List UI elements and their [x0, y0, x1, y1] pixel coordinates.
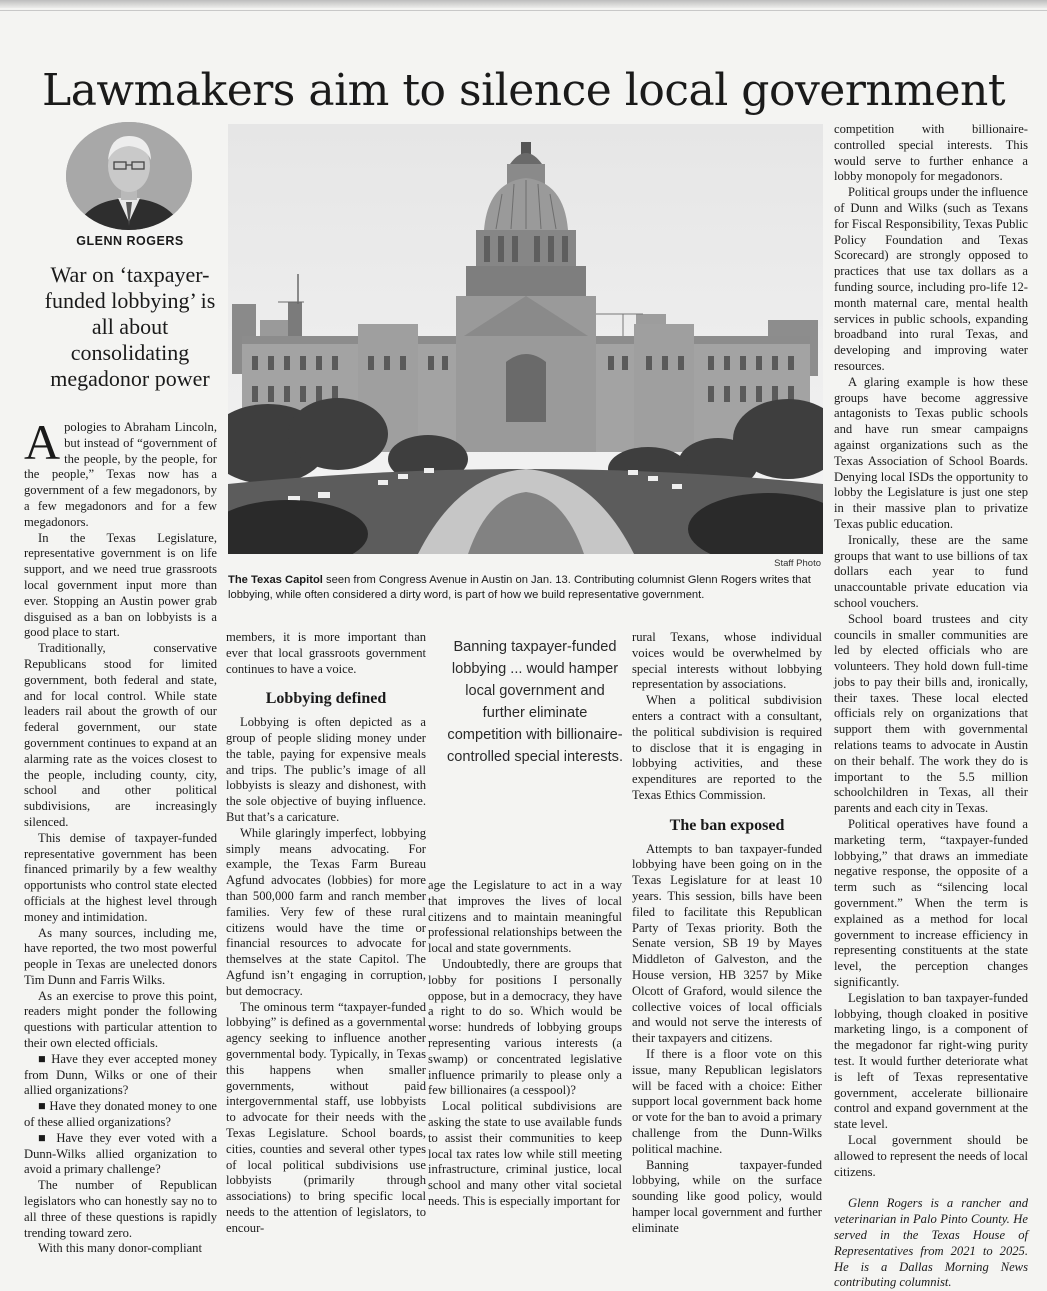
paragraph: Undoubtedly, there are groups that lobby for positions I personally oppose, but in a democracy, they have a right to do so. Which would be worse: hundreds of lobbying groups representing various interests (a swamp) or concentrated legislative influence primarily to please only a few billionaires (a cesspool)?	[428, 956, 622, 1098]
author-portrait	[66, 122, 192, 230]
paragraph: As many sources, including me, have reported, the two most powerful people in Texas are unelected donors Tim Dunn and Farris Wilks.	[24, 925, 217, 987]
photo-credit: Staff Photo	[774, 558, 821, 569]
subhead-lobbying-defined: Lobbying defined	[265, 690, 387, 708]
caption-lead: The Texas Capitol	[228, 574, 323, 586]
article-opening-paragraph	[24, 414, 217, 531]
capitol-photo-graphic	[228, 124, 823, 554]
paragraph: competition with billionaire-controlled special interests. This would serve to further enhance a lobby monopoly for megadonors.	[834, 122, 1028, 184]
deck-subheadline: War on ‘taxpayer-funded lobbying’ is all about consolidating megadonor power	[44, 262, 216, 391]
paragraph: Ironically, these are the same groups that want to use billions of tax dollars each year to fund unaccountable private education via school vouchers.	[834, 532, 1028, 610]
drop-cap: A	[24, 414, 61, 470]
headline: Lawmakers aim to silence local government	[41, 65, 1005, 117]
article-column-3	[428, 878, 622, 1210]
paragraph: age the Legislature to act in a way that improves the lives of local citizens and to maintain meaningful professional relationships between the local and state governments.	[428, 878, 622, 956]
paragraph: members, it is more important than ever that local grassroots government continues to have a voice.	[226, 630, 426, 676]
paragraph: When a political subdivision enters a contract with a consultant, the political subdivision is required to disclose that it is engaging in lobbying activities, and these expenditures are reported to the Texas Ethics Commission.	[632, 693, 822, 802]
paragraph: Legislation to ban taxpayer-funded lobbying, though cloaked in positive marketing lingo, is a component of the megadonor far right-wing purity test. It would further deteriorate what is left of Texas representative government, accelerate billionaire control and expand government at the state level.	[834, 990, 1028, 1132]
paragraph: In the Texas Legislature, representative government is on life support, and we need true grassroots local government input more than ever. Stopping an Austin power grab disguised as a ban on lobbyists is a good place to start.	[24, 530, 217, 640]
paragraph: Local political subdivisions are asking the state to use available funds to assist their communities to keep local tax rates low while still meeting infrastructure, criminal justice, local school and many other vital societal needs. This is especially important for	[428, 1099, 622, 1208]
paragraph: Traditionally, conservative Republicans stood for limited government, both federal and state, and for local control. While state leaders rail about the growth of our federal government, our state government continues to expand at an alarming rate as the voices closest to the people, including county, city, school and other political subdivisions, are increasingly silenced.	[24, 641, 217, 829]
article-column-1	[24, 414, 217, 1257]
paragraph: This demise of taxpayer-funded representative government has been financed primarily by a few wealthy opportunists who control state elected officials at the highest level through money and intimidation.	[24, 830, 217, 924]
paragraph: A glaring example is how these groups have become aggressive antagonists to Texas public schools and have run smear campaigns against organizations such as the Texas Association of School Boards. Denying local ISDs the opportunity to lobby the Legislature is just one step in their massive plan to privatize Texas public education.	[834, 374, 1028, 531]
question-bullet: ■ Have they donated money to one of these allied organizations?	[24, 1099, 217, 1130]
photo-caption	[228, 573, 822, 603]
article-column-4	[632, 630, 822, 1236]
paragraph: Local government should be allowed to represent the needs of local citizens.	[834, 1133, 1028, 1179]
author-bio: Glenn Rogers is a rancher and veterinarian in Palo Pinto County. He served in the Texas House of Representatives from 2021 to 2025. He is a Dallas Morning News contributing columnist.	[834, 1196, 1028, 1290]
pull-quote: Banning taxpayer-funded lobbying ... would hamper local government and further eliminate competition with billionaire-controlled special interests.	[446, 639, 624, 765]
author-byline: GLENN ROGERS	[76, 234, 184, 248]
author-portrait-graphic	[66, 122, 192, 230]
subhead-ban-exposed: The ban exposed	[669, 816, 785, 834]
paragraph: Political groups under the influence of Dunn and Wilks (such as Texans for Fiscal Responsibility, Texas Public Policy Foundation and Texas Scorecard) are strongly opposed to practices that use tax dollars as a funding source, including pro-life 12-month maternal care, mental health services in public schools, expanding broadband into rural Texas, and developing and improving water resources.	[834, 185, 1028, 373]
page-top-edge	[0, 0, 1047, 8]
paragraph: The number of Republican legislators who can honestly say no to all three of these questions is rapidly trending toward zero.	[24, 1178, 217, 1240]
paragraph: The ominous term “taxpayer-funded lobbying” is defined as a governmental agency seeking to influence another governmental body. Typically, in Texas this happens when smaller governments, without paid intergovernmental staff, use lobbyists to advocate for their needs with the Texas Legislature. School boards, cities, counties and several other types of local political subdivisions use lobbyists (primarily through associations) to bring specific local needs to the attention of legislators, to encour-	[226, 999, 426, 1235]
caption-text: seen from Congress Avenue in Austin on Jan. 13. Contributing columnist Glenn Rogers writes that lobbying, while often considered a dirty word, is part of how we build representative government.	[228, 574, 811, 601]
paragraph: School board trustees and city councils in smaller communities are led by elected officials who are volunteers. They hold down full-time jobs to pay their bills and, ironically, their taxes. These local elected officials rely on organizations that support them with governmental relations teams to advocate in Austin on their behalf. The work they do is important to the 5.5 million schoolchildren in Texas, all their parents and each city in Texas.	[834, 611, 1028, 816]
question-bullet: ■ Have they ever accepted money from Dunn, Wilks or one of their allied organizations?	[24, 1051, 217, 1098]
article-column-2	[226, 630, 426, 1236]
paragraph: rural Texans, whose individual voices would be overwhelmed by special interests without lobbying representation by associations.	[632, 630, 822, 692]
article-column-5	[834, 122, 1028, 1291]
capitol-photo	[228, 124, 823, 554]
paragraph: While glaringly imperfect, lobbying simply means advocating. For example, the Texas Farm Bureau Agfund advocates (lobbies) for more than 500,000 farm and ranch member families. Very few of these rural citizens would have the time or financial resources to advocate for themselves at the state Capitol. The Agfund isn’t engaging in corruption, but democracy.	[226, 825, 426, 998]
article-opening-text: pologies to Abraham Lincoln, but instead of “government of the people, by the people, for the people,” Texas now has a government of a few megadonors, by a few megadonors and for a few megadonors.	[24, 420, 217, 529]
question-bullet: ■ Have they ever voted with a Dunn-Wilks allied organization to avoid a primary challenge?	[24, 1130, 217, 1177]
paragraph: Lobbying is often depicted as a group of people sliding money under the table, paying for expensive meals and trips. The public’s image of all lobbyists is sleazy and dishonest, with the sole objective of buying influence. But that’s a caricature.	[226, 715, 426, 824]
paragraph: Political operatives have found a marketing term, “taxpayer-funded lobbying,” that draws an immediate negative response, the opposite of a term such as “silencing local government.” When the term is explained as a method for local government to increase efficiency in representing constituents at the state level, the perception changes significantly.	[834, 817, 1028, 990]
paragraph: If there is a floor vote on this issue, many Republican legislators will be faced with a choice: Either support local government back home or vote for the ban to avoid a primary challenge from the Dunn-Wilks political machine.	[632, 1046, 822, 1156]
paragraph: With this many donor-compliant	[38, 1241, 202, 1256]
top-rule	[0, 10, 1047, 11]
paragraph: Attempts to ban taxpayer-funded lobbying have been going on in the Texas Legislature for at least 10 years. This session, bills have been filed to facilitate this Republican Party of Texas priority. Both the Senate version, SB 19 by Mayes Middleton of Galveston, and the House version, HB 3257 by Mike Olcott of Graford, would silence the collective voices of local officials and would not serve the interests of their taxpayers and citizens.	[632, 841, 822, 1046]
paragraph: Banning taxpayer-funded lobbying, while on the surface sounding like good policy, would hamper local government and further eliminate	[632, 1157, 822, 1235]
paragraph: As an exercise to prove this point, readers might ponder the following questions with particular attention to their own elected officials.	[24, 988, 217, 1051]
